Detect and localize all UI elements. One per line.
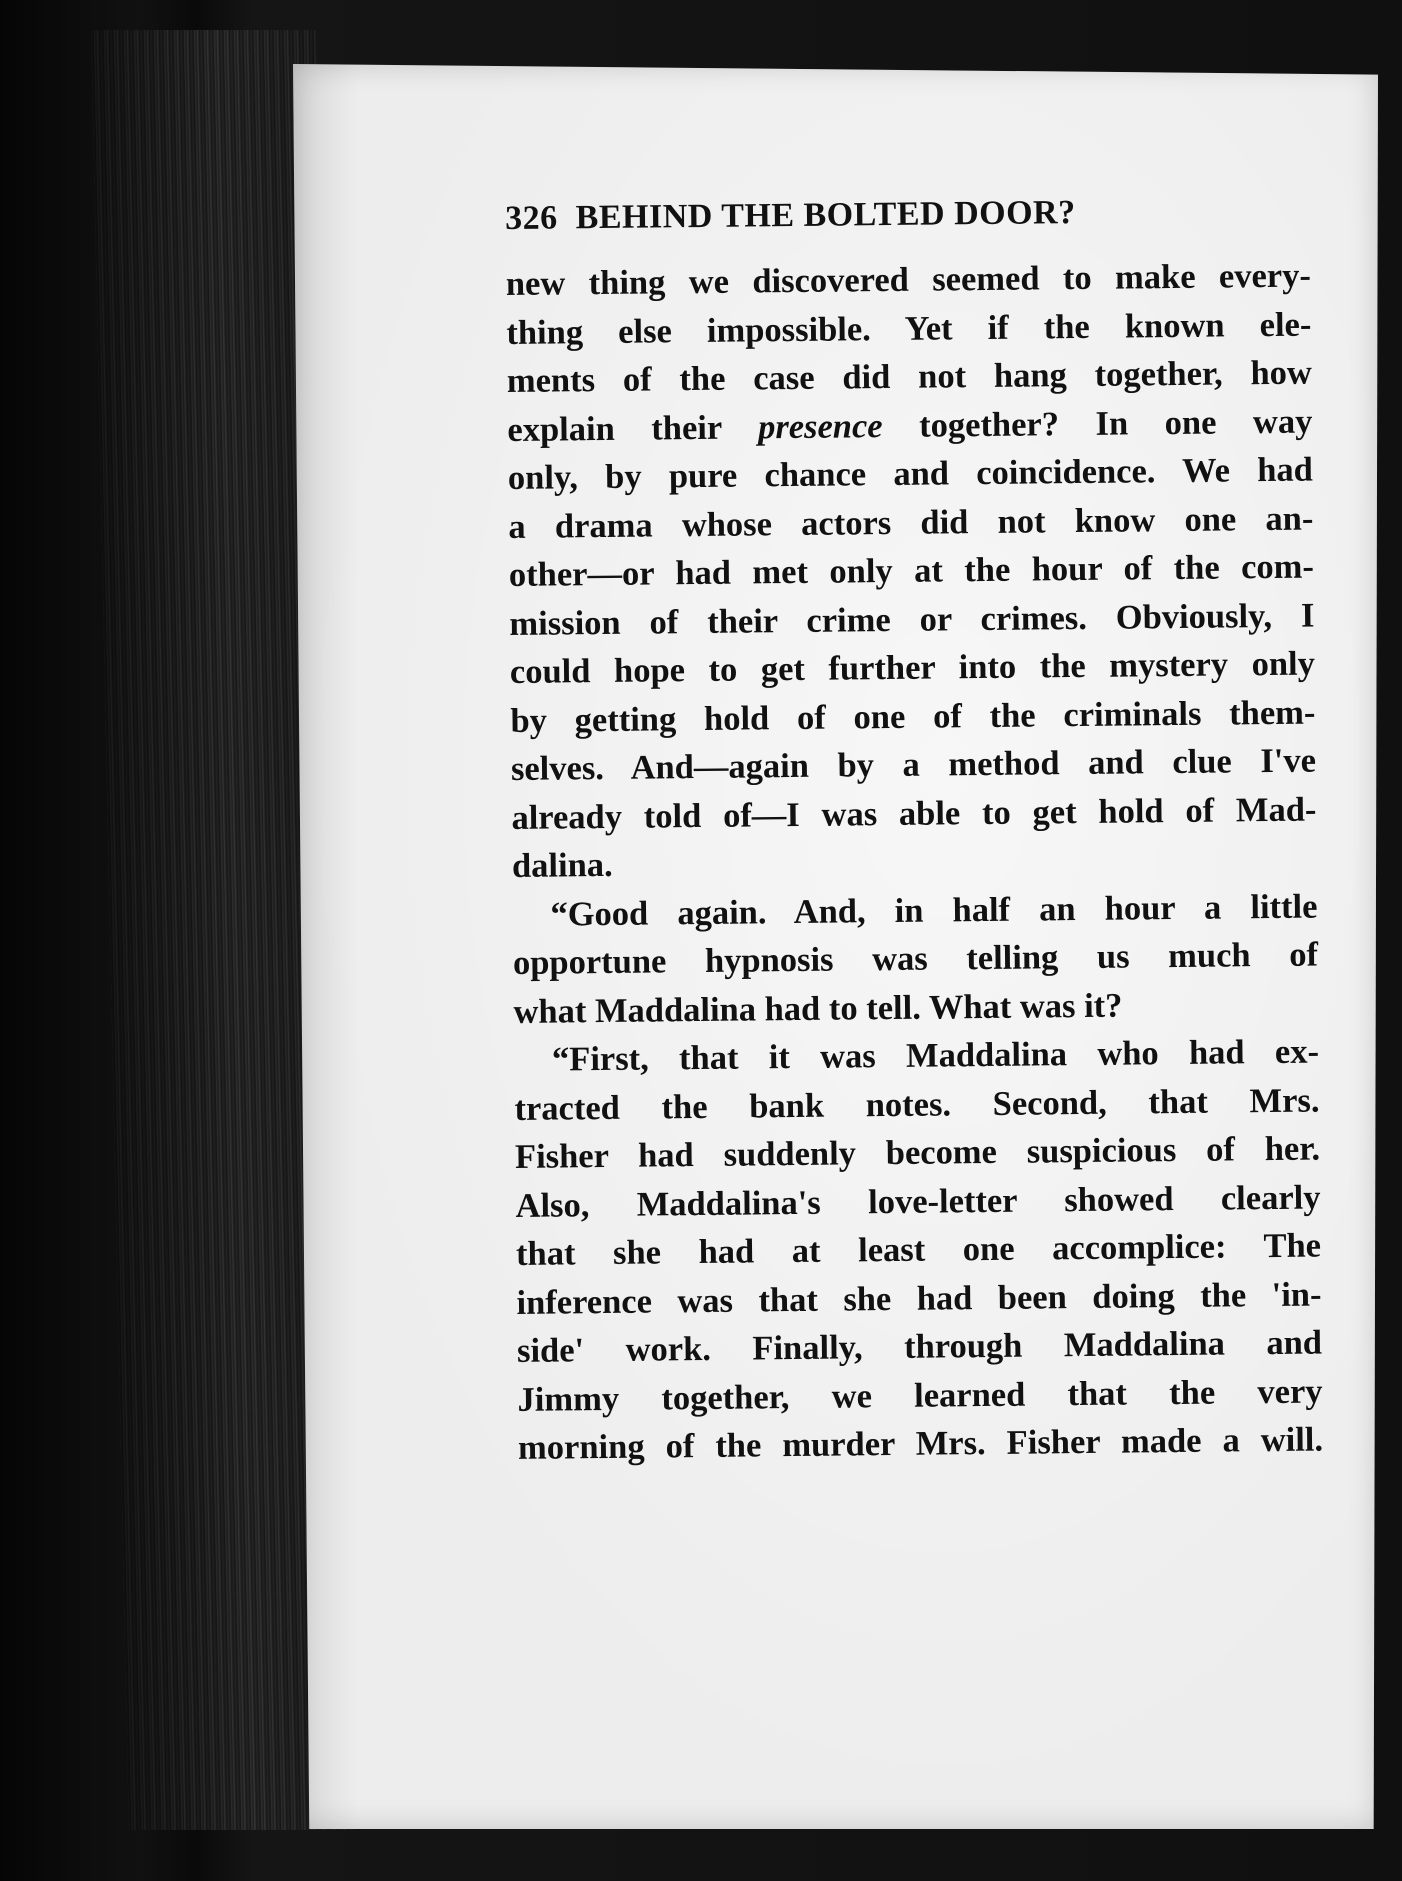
page-text-block bbox=[505, 192, 1323, 1473]
text-line: inference was that she had been doing the 'in- bbox=[516, 1275, 1322, 1322]
text-line: Jimmy together, we learned that the very bbox=[517, 1372, 1323, 1419]
text-line bbox=[507, 397, 1312, 454]
emphasized-word: presence bbox=[757, 406, 883, 446]
text-line: already told of—I was able to get hold of Mad- bbox=[511, 790, 1317, 837]
text-line: opportune hypnosis was telling us much of bbox=[512, 935, 1319, 982]
text-line: “First, that it was Maddalina who had ex- bbox=[551, 1032, 1320, 1079]
text-line: selves. And—again by a method and clue I've bbox=[510, 741, 1317, 788]
running-head bbox=[505, 192, 1310, 238]
text-line: could hope to get further into the mystery only bbox=[509, 644, 1316, 691]
text-line: dalina. bbox=[511, 845, 613, 885]
text-line: Also, Maddalina's love-letter showed clearly bbox=[515, 1178, 1321, 1225]
text-line: ments of the case did not hang together, how bbox=[506, 353, 1313, 400]
text-line: only, by pure chance and coincidence. We had bbox=[507, 450, 1314, 497]
body-text bbox=[506, 252, 1324, 1473]
running-title: BEHIND THE BOLTED DOOR? bbox=[575, 194, 1076, 237]
text-line-segment: explain their bbox=[507, 407, 759, 449]
text-line: tracted the bank notes. Second, that Mrs. bbox=[514, 1081, 1320, 1128]
text-line: morning of the murder Mrs. Fisher made a will. bbox=[517, 1420, 1324, 1467]
text-line: a drama whose actors did not know one an- bbox=[508, 499, 1314, 546]
text-line: Fisher had suddenly become suspicious of her. bbox=[514, 1129, 1321, 1176]
text-line: by getting hold of one of the criminals them- bbox=[510, 693, 1316, 740]
text-line: mission of their crime or crimes. Obviously, I bbox=[509, 596, 1315, 643]
text-line-segment: together? In one way bbox=[882, 402, 1313, 445]
page-number: 326 bbox=[505, 199, 558, 237]
text-line: new thing we discovered seemed to make every- bbox=[505, 256, 1312, 303]
text-line: thing else impossible. Yet if the known ele- bbox=[506, 305, 1312, 352]
text-line: side' work. Finally, through Maddalina and bbox=[516, 1323, 1323, 1370]
text-line: “Good again. And, in half an hour a little bbox=[550, 887, 1318, 934]
text-line: what Maddalina had to tell. What was it? bbox=[513, 986, 1123, 1031]
text-line: other—or had met only at the hour of the com- bbox=[508, 547, 1315, 594]
text-line: that she had at least one accomplice: The bbox=[515, 1226, 1322, 1273]
